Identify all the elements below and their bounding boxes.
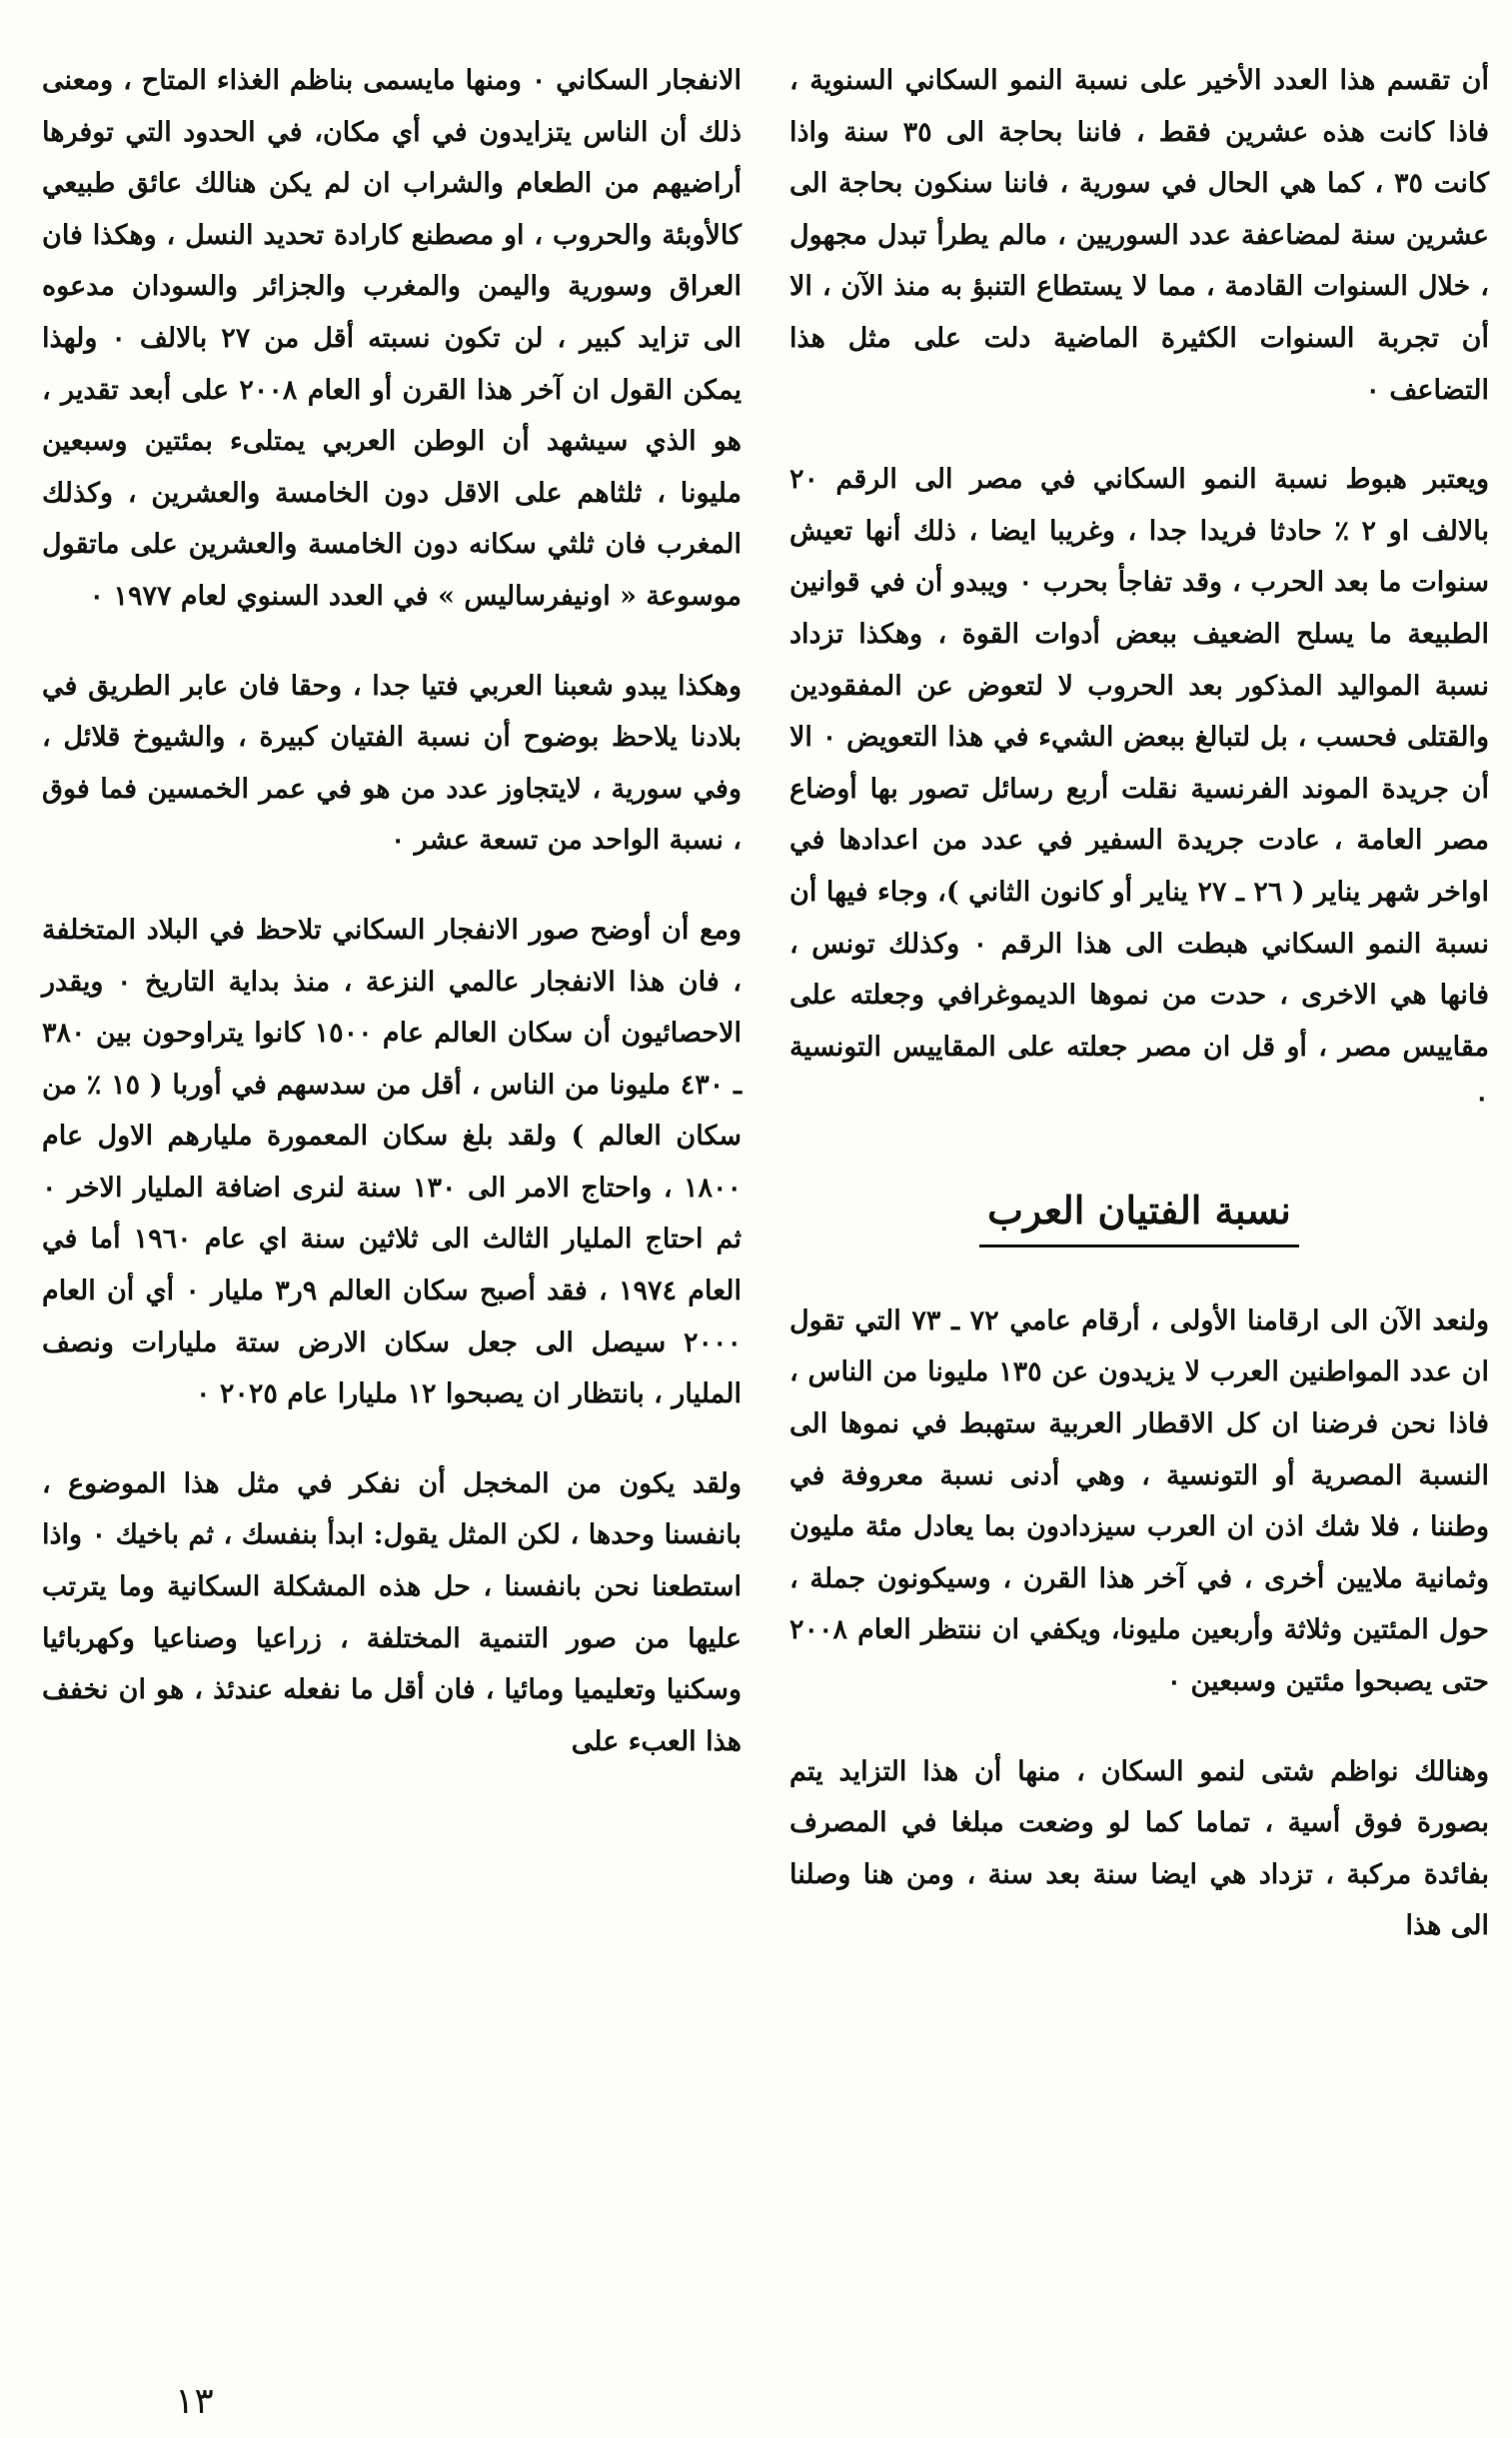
paragraph: أن تقسم هذا العدد الأخير على نسبة النمو السكاني السنوية ، فاذا كانت هذه عشرين فقط ، فاننا بحاجة الى ٣٥ سنة واذا كانت ٣٥ ، كما هي الحال في سورية ، فاننا سنكون بحاجة الى عشرين سنة لمضاعفة عدد السوريين ، مالم يطرأ تبدل مجهول ، خلال السنوات القادمة ، مما لا يستطاع التنبؤ به منذ الآن ، الا أن تجربة السنوات الكثيرة الماضية دلت على مثل هذا التضاعف ٠ <box>789 65 1489 406</box>
page-number: ١٣ <box>175 2381 214 2422</box>
section-heading <box>789 1125 1489 1295</box>
paragraph: وهكذا يبدو شعبنا العربي فتيا جدا ، وحقا فان عابر الطريق في بلادنا يلاحظ بوضوح أن نسبة الفتيان كبيرة ، والشيوخ قلائل ، وفي سورية ، لايتجاوز عدد من هو في عمر الخمسين فما فوق ، نسبة الواحد من تسعة عشر ٠ <box>42 670 742 857</box>
section-heading-text: نسبة الفتيان العرب <box>979 1187 1299 1247</box>
paragraph: ومع أن أوضح صور الانفجار السكاني تلاحظ في البلاد المتخلفة ، فان هذا الانفجار عالمي النزعة ، منذ بداية التاريخ ٠ ويقدر الاحصائيون أن سكان العالم عام ١٥٠٠ كانوا يتراوحون بين ٣٨٠ ـ ٤٣٠ مليونا من الناس ، أقل من سدسهم في أوربا ( ١٥ ٪ من سكان العالم ) ولقد بلغ سكان المعمورة مليارهم الاول عام ١٨٠٠ ، واحتاج الامر الى ١٣٠ سنة لنرى اضافة المليار الاخر ٠ ثم احتاج المليار الثالث الى ثلاثين سنة اي عام ١٩٦٠ أما في العام ١٩٧٤ ، فقد أصبح سكان العالم ٩ر٣ مليار ٠ أي أن العام ٢٠٠٠ سيصل الى جعل سكان الارض ستة مليارات ونصف المليار ، بانتظار ان يصبحوا ١٢ مليارا عام ٢٠٢٥ ٠ <box>42 914 743 1410</box>
paragraph-gap <box>42 623 742 661</box>
paragraph: وهنالك نواظم شتى لنمو السكان ، منها أن هذا التزايد يتم بصورة فوق أسية ، تماما كما لو وضعت مبلغا في المصرف بفائدة مركبة ، تزداد هي ايضا سنة بعد سنة ، ومن هنا وصلنا الى هذا <box>789 1755 1489 1942</box>
paragraph: ولقد يكون من المخجل أن نفكر في مثل هذا الموضوع ، بانفسنا وحدها ، لكن المثل يقول: ابدأ بنفسك ، ثم باخيك ٠ واذا استطعنا نحن بانفسنا ، حل هذه المشكلة السكانية وما يترتب عليها من صور التنمية المختلفة ، زراعيا وصناعيا وكهربائيا وسكنيا وتعليميا ومائيا ، فان أقل ما نفعله عندئذ ، هو ان نخفف هذا العبء على <box>42 1467 742 1757</box>
paragraph-gap <box>789 1708 1489 1746</box>
paragraph-gap <box>42 1420 742 1458</box>
paragraph: ولنعد الآن الى ارقامنا الأولى ، أرقام عامي ٧٢ ـ ٧٣ التي تقول ان عدد المواطنين العرب لا يزيدون عن ١٣٥ مليونا من الناس ، فاذا نحن فرضنا ان كل الاقطار العربية ستهبط في نموها الى النسبة المصرية أو التونسية ، وهي أدنى نسبة معروفة في وطننا ، فلا شك اذن ان العرب سيزدادون بما يعادل مئة مليون وثمانية ملايين أخرى ، في آخر هذا القرن ، وسيكونون جملة ، حول المئتين وثلاثة وأربعين مليونا، ويكفي ان ننتظر العام ٢٠٠٨ حتى يصبحوا مئتين وسبعين ٠ <box>789 1304 1490 1698</box>
paragraph: الانفجار السكاني ٠ ومنها مايسمى بناظم الغذاء المتاح ، ومعنى ذلك أن الناس يتزايدون في أي مكان، في الحدود التي توفرها أراضيهم من الطعام والشراب ان لم يكن هنالك عائق طبيعي كالأوبئة والحروب ، او مصطنع كارادة تحديد النسل ، وهكذا فان العراق وسورية واليمن والمغرب والجزائر والسودان مدعوه الى تزايد كبير ، لن تكون نسبته أقل من ٢٧ بالالف ٠ ولهذا يمكن القول ان آخر هذا القرن أو العام ٢٠٠٨ على أبعد تقدير ، هو الذي سيشهد أن الوطن العربي يمتلىء بمئتين وسبعين مليونا ، ثلثاهم على الاقل دون الخامسة والعشرين ، وكذلك المغرب فان ثلثي سكانه دون الخامسة والعشرين على ماتقول موسوعة « اونيفرساليس » في العدد السنوي لعام ١٩٧٧ ٠ <box>42 65 743 612</box>
paragraph-gap <box>42 867 742 905</box>
paragraph: ويعتبر هبوط نسبة النمو السكاني في مصر الى الرقم ٢٠ بالالف او ٢ ٪ حادثا فريدا جدا ، وغريبا ايضا ، ذلك أنها تعيش سنوات ما بعد الحرب ، وقد تفاجأ بحرب ٠ ويبدو أن في قوانين الطبيعة ما يسلح الضعيف ببعض أدوات القوة ، وهكذا تزداد نسبة المواليد المذكور بعد الحروب لا لتعوض عن المفقودين والقتلى فحسب ، بل لتبالغ ببعض الشيء في هذا التعويض ٠ الا أن جريدة الموند الفرنسية نقلت أربع رسائل تصور بها أوضاع مصر العامة ، عادت جريدة السفير في عدد من اعدادها في اواخر شهر يناير ( ٢٦ ـ ٢٧ يناير أو كانون الثاني )، وجاء فيها أن نسبة النمو السكاني هبطت الى هذا الرقم ٠ وكذلك تونس ، فانها هي الاخرى ، حدت من نموها الديموغرافي وجعلته على مقاييس مصر ، أو قل ان مصر جعلته على المقاييس التونسية ٠ <box>789 464 1490 1115</box>
paragraph-gap <box>789 416 1489 454</box>
right-column <box>789 55 1489 1952</box>
left-column <box>42 55 742 1767</box>
